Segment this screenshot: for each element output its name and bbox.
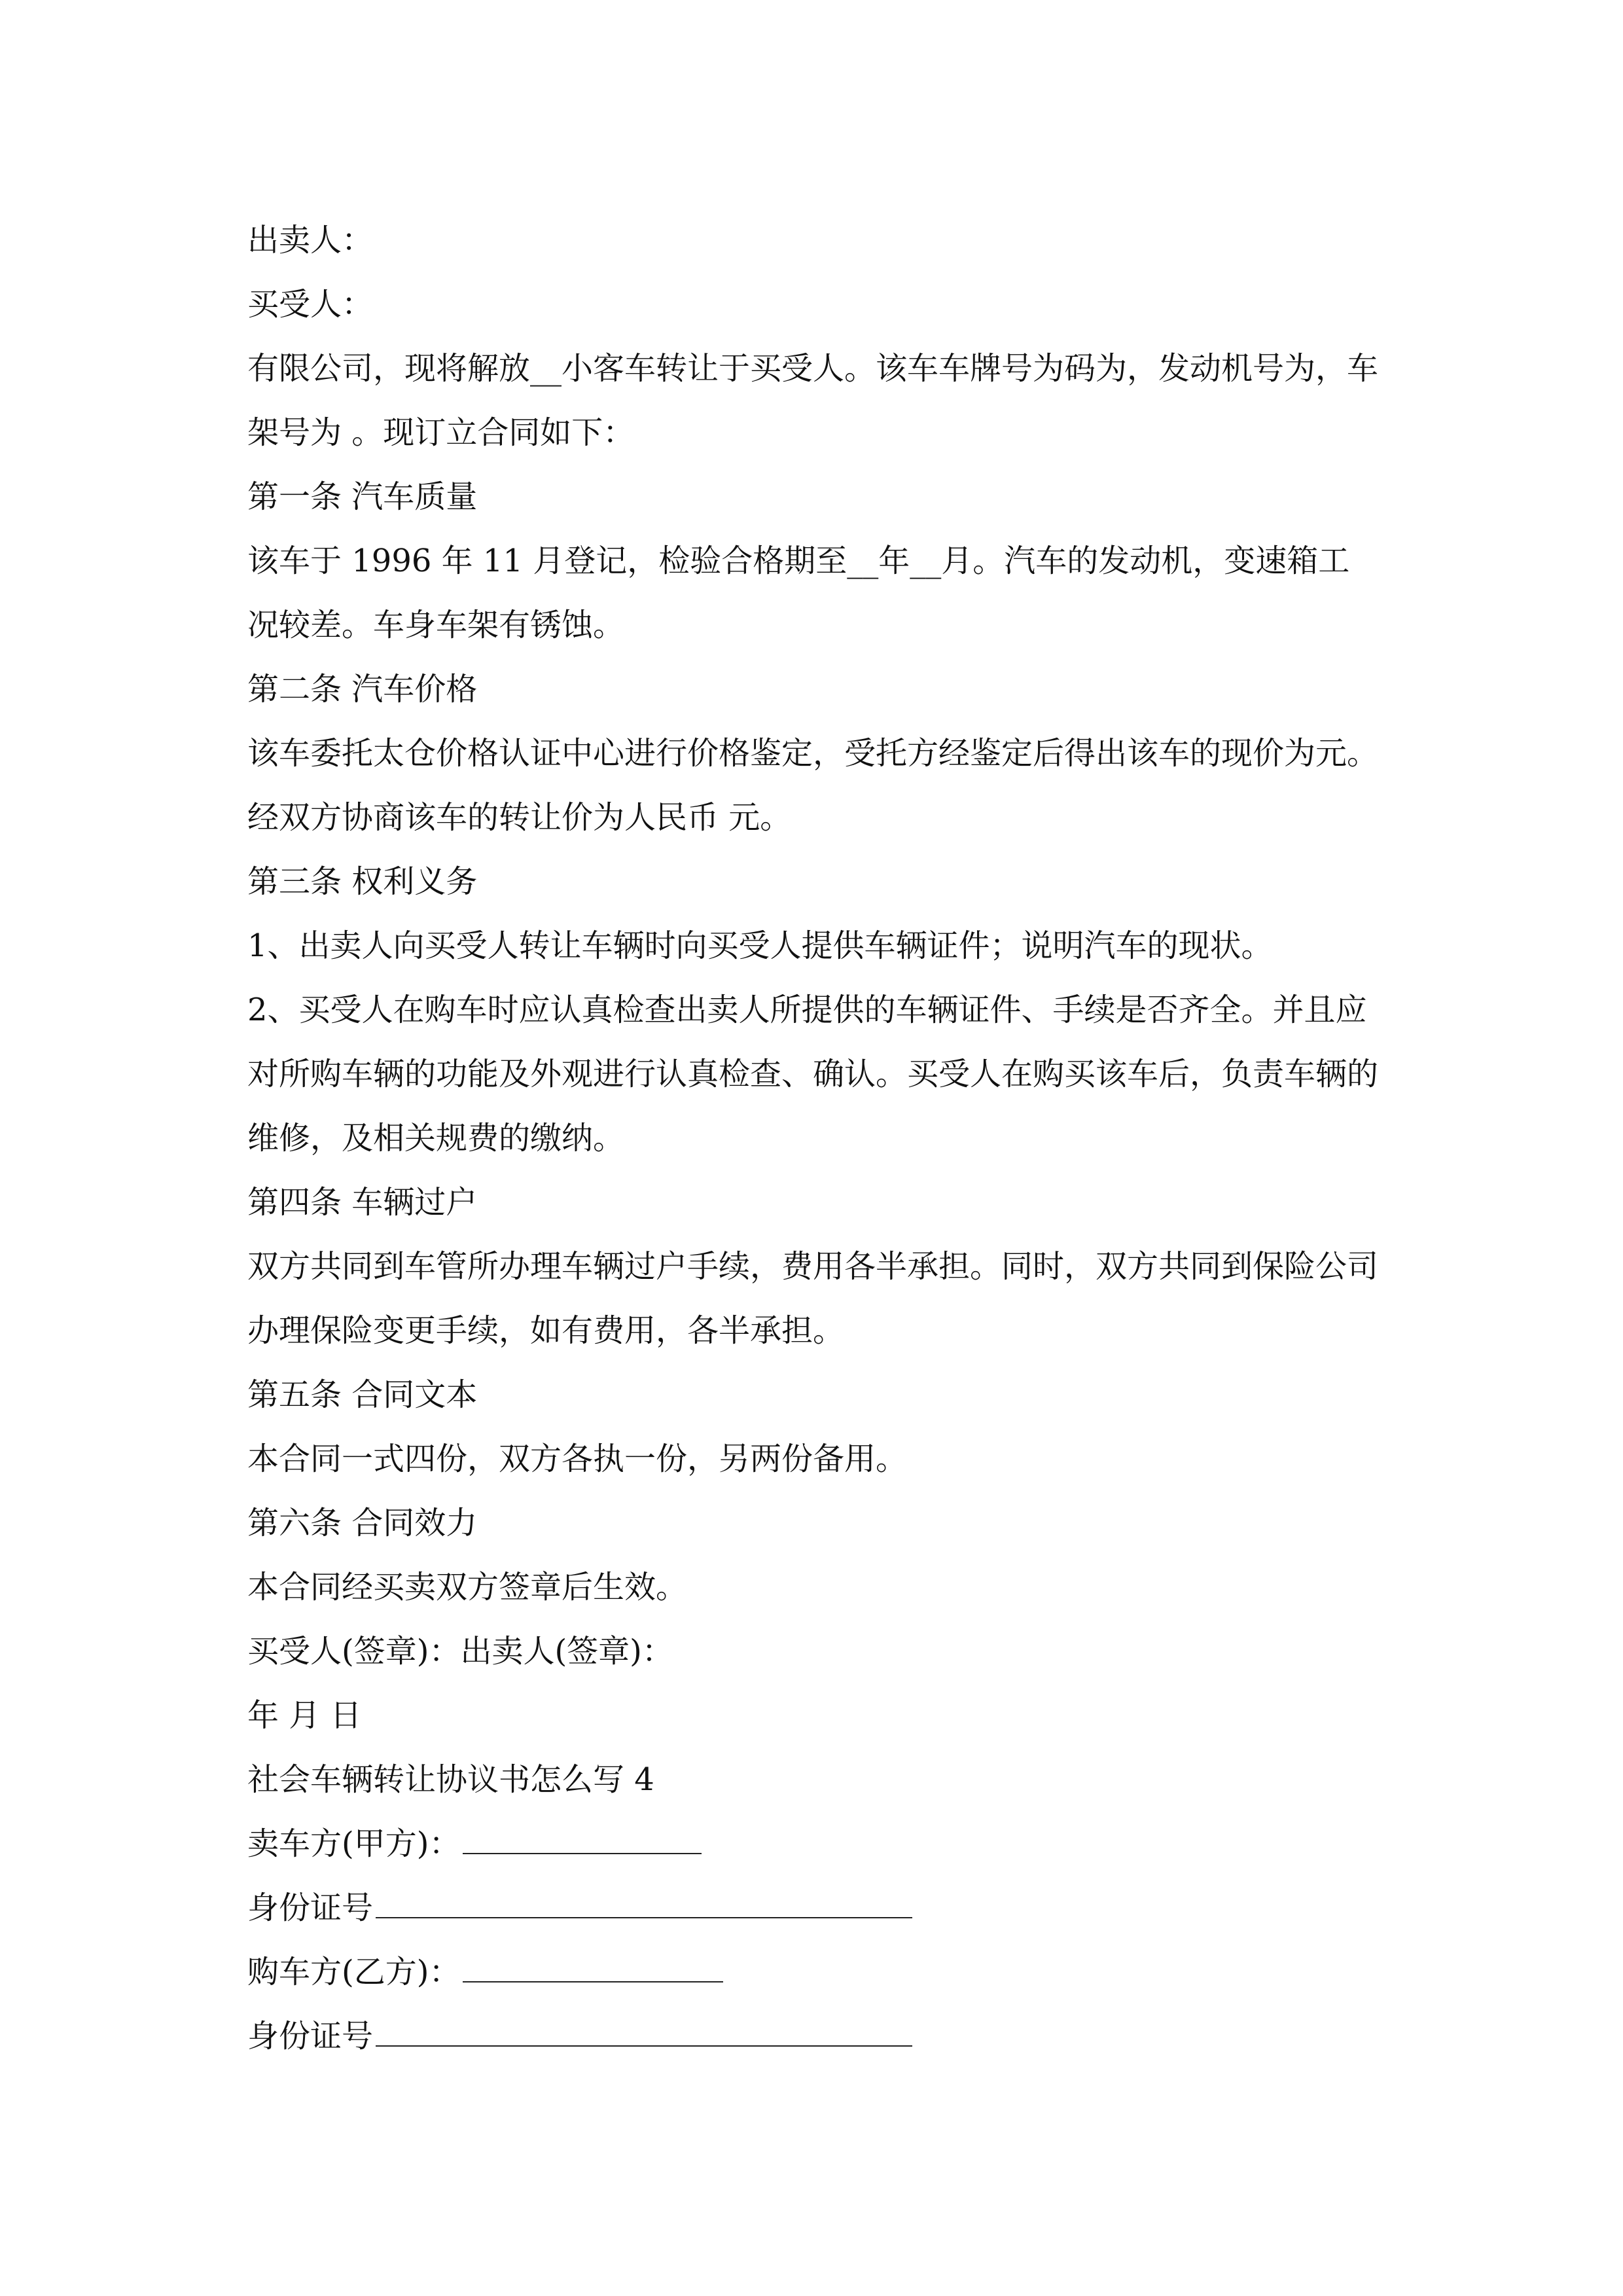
buyer-line: 买受人： [247, 286, 374, 323]
article-2-body: 该车委托太仓价格认证中心进行价格鉴定，受托方经鉴定后得出该车的现价为元。经双方协商该车的转让价为人民币 元。 [247, 735, 1379, 836]
seller-party-label: 卖车方(甲方)： [247, 1825, 461, 1862]
buyer-party-field [247, 1940, 1380, 2004]
buyer-id-field [247, 2004, 1380, 2068]
article-6-heading: 第六条 合同效力 [247, 1505, 478, 1541]
buyer-party-blank[interactable] [463, 1946, 723, 1982]
article-5-heading: 第五条 合同文本 [247, 1376, 478, 1413]
article-3-item-2: 2、买受人在购车时应认真检查出卖人所提供的车辆证件、手续是否齐全。并且应对所购车辆的功能及外观进行认真检查、确认。买受人在购买该车后，负责车辆的维修，及相关规费的缴纳。 [247, 992, 1379, 1157]
document-body [247, 208, 1380, 2068]
seller-party-blank[interactable] [463, 1818, 702, 1854]
article-3-heading: 第三条 权利义务 [247, 863, 478, 900]
article-4-heading: 第四条 车辆过户 [247, 1184, 478, 1221]
article-1-body: 该车于 1996 年 11 月登记，检验合格期至__年__月。汽车的发动机，变速箱工况较差。车身车架有锈蚀。 [247, 543, 1350, 643]
buyer-id-blank[interactable] [376, 2010, 912, 2047]
date-line: 年 月 日 [247, 1697, 362, 1734]
article-2-heading: 第二条 汽车价格 [247, 671, 478, 708]
section-title: 社会车辆转让协议书怎么写 4 [247, 1761, 654, 1798]
article-1-heading: 第一条 汽车质量 [247, 478, 478, 515]
seller-id-blank[interactable] [376, 1882, 912, 1918]
article-6-body: 本合同经买卖双方签章后生效。 [247, 1569, 688, 1605]
article-4-body: 双方共同到车管所办理车辆过户手续，费用各半承担。同时，双方共同到保险公司办理保险变更手续，如有费用，各半承担。 [247, 1248, 1379, 1349]
article-3-item-1: 1、出卖人向买受人转让车辆时向买受人提供车辆证件；说明汽车的现状。 [247, 927, 1273, 964]
article-5-body: 本合同一式四份，双方各执一份，另两份备用。 [247, 1441, 908, 1477]
buyer-party-label: 购车方(乙方)： [247, 1954, 461, 1990]
intro-paragraph: 有限公司，现将解放__小客车转让于买受人。该车车牌号为码为，发动机号为，车架号为 。现订立合同如下： [247, 350, 1379, 451]
seller-id-label: 身份证号 [247, 1890, 374, 1926]
signature-line: 买受人(签章)：出卖人(签章)： [247, 1633, 673, 1670]
seller-party-field [247, 1812, 1380, 1876]
seller-id-field [247, 1876, 1380, 1940]
seller-line: 出卖人： [247, 222, 374, 259]
buyer-id-label: 身份证号 [247, 2018, 374, 2054]
